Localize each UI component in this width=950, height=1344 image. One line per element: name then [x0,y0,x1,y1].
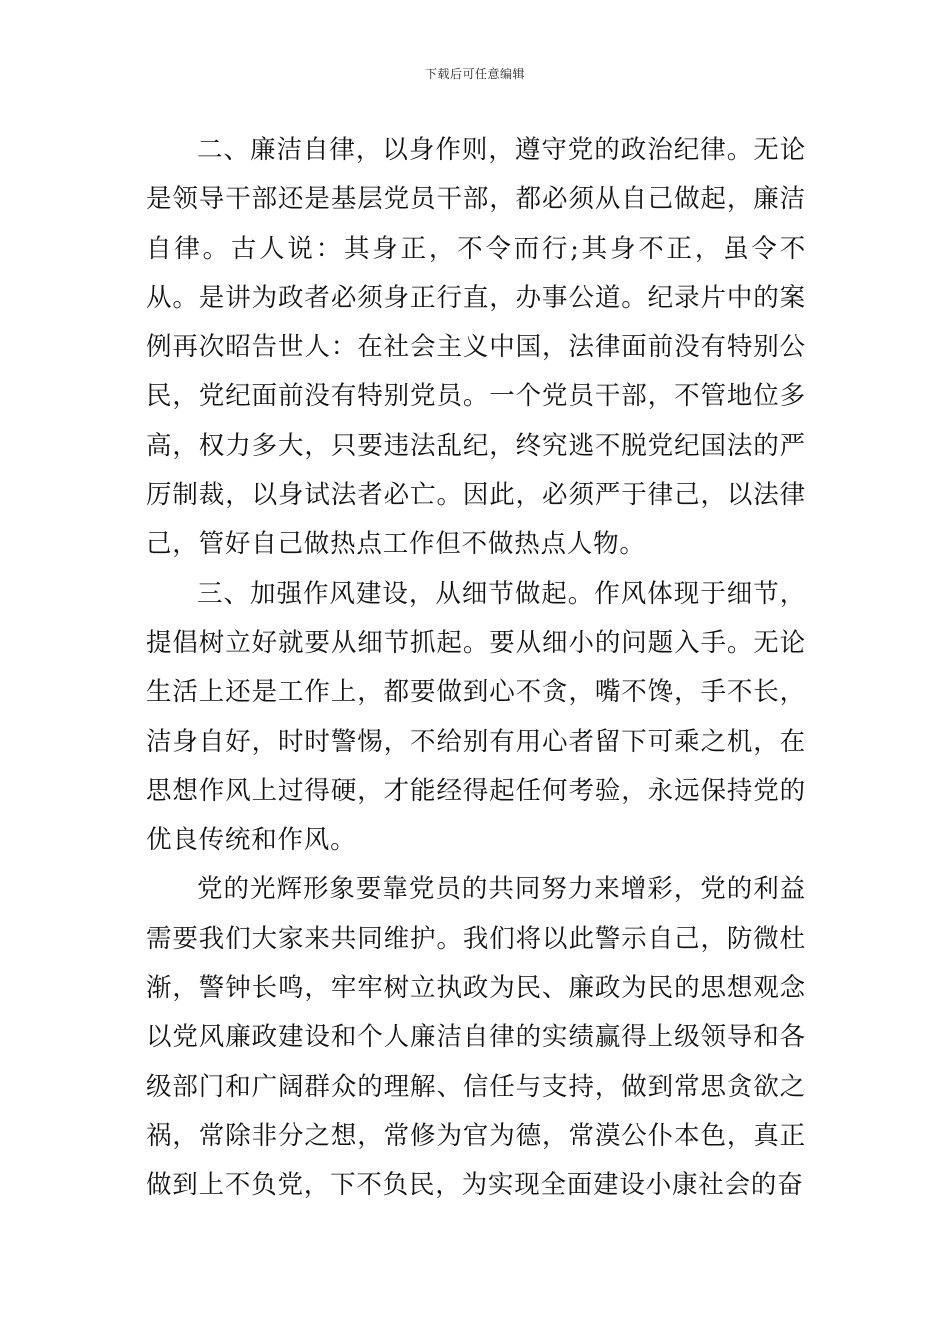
paragraph-discipline: 二、廉洁自律，以身作则，遵守党的政治纪律。无论是领导干部还是基层党员干部，都必须从自己做起，廉洁自律。古人说：其身正，不令而行;其身不正，虽令不从。是讲为政者必须身正行直，办事公道。纪录片中的案例再次昭告世人：在社会主义中国，法律面前没有特别公民，党纪面前没有特别党员。一个党员干部，不管地位多高，权力多大，只要违法乱纪，终究逃不脱党纪国法的严厉制裁，以身试法者必亡。因此，必须严于律己，以法律己，管好自己做热点工作但不做热点人物。 [146,135,806,560]
header-note: 下载后可任意编辑 [424,67,525,81]
document-body [146,126,806,1211]
paragraph-work-style: 三、加强作风建设，从细节做起。作风体现于细节，提倡树立好就要从细节抓起。要从细小的问题入手。无论生活上还是工作上，都要做到心不贪，嘴不馋，手不长，洁身自好，时时警惕，不给别有用心者留下可乘之机，在思想作风上过得硬，才能经得起任何考验，永远保持党的优良传统和作风。 [146,578,806,856]
paragraph-party-image: 党的光辉形象要靠党员的共同努力来增彩，党的利益需要我们大家来共同维护。我们将以此警示自己，防微杜渐，警钟长鸣，牢牢树立执政为民、廉政为民的思想观念以党风廉政建设和个人廉洁自律的实绩赢得上级领导和各级部门和广阔群众的理解、信任与支持，做到常思贪欲之祸，常除非分之想，常修为官为德，常漠公仆本色，真正做到上不负党，下不负民，为实现全面建设小康社会的奋 [146,874,806,1201]
